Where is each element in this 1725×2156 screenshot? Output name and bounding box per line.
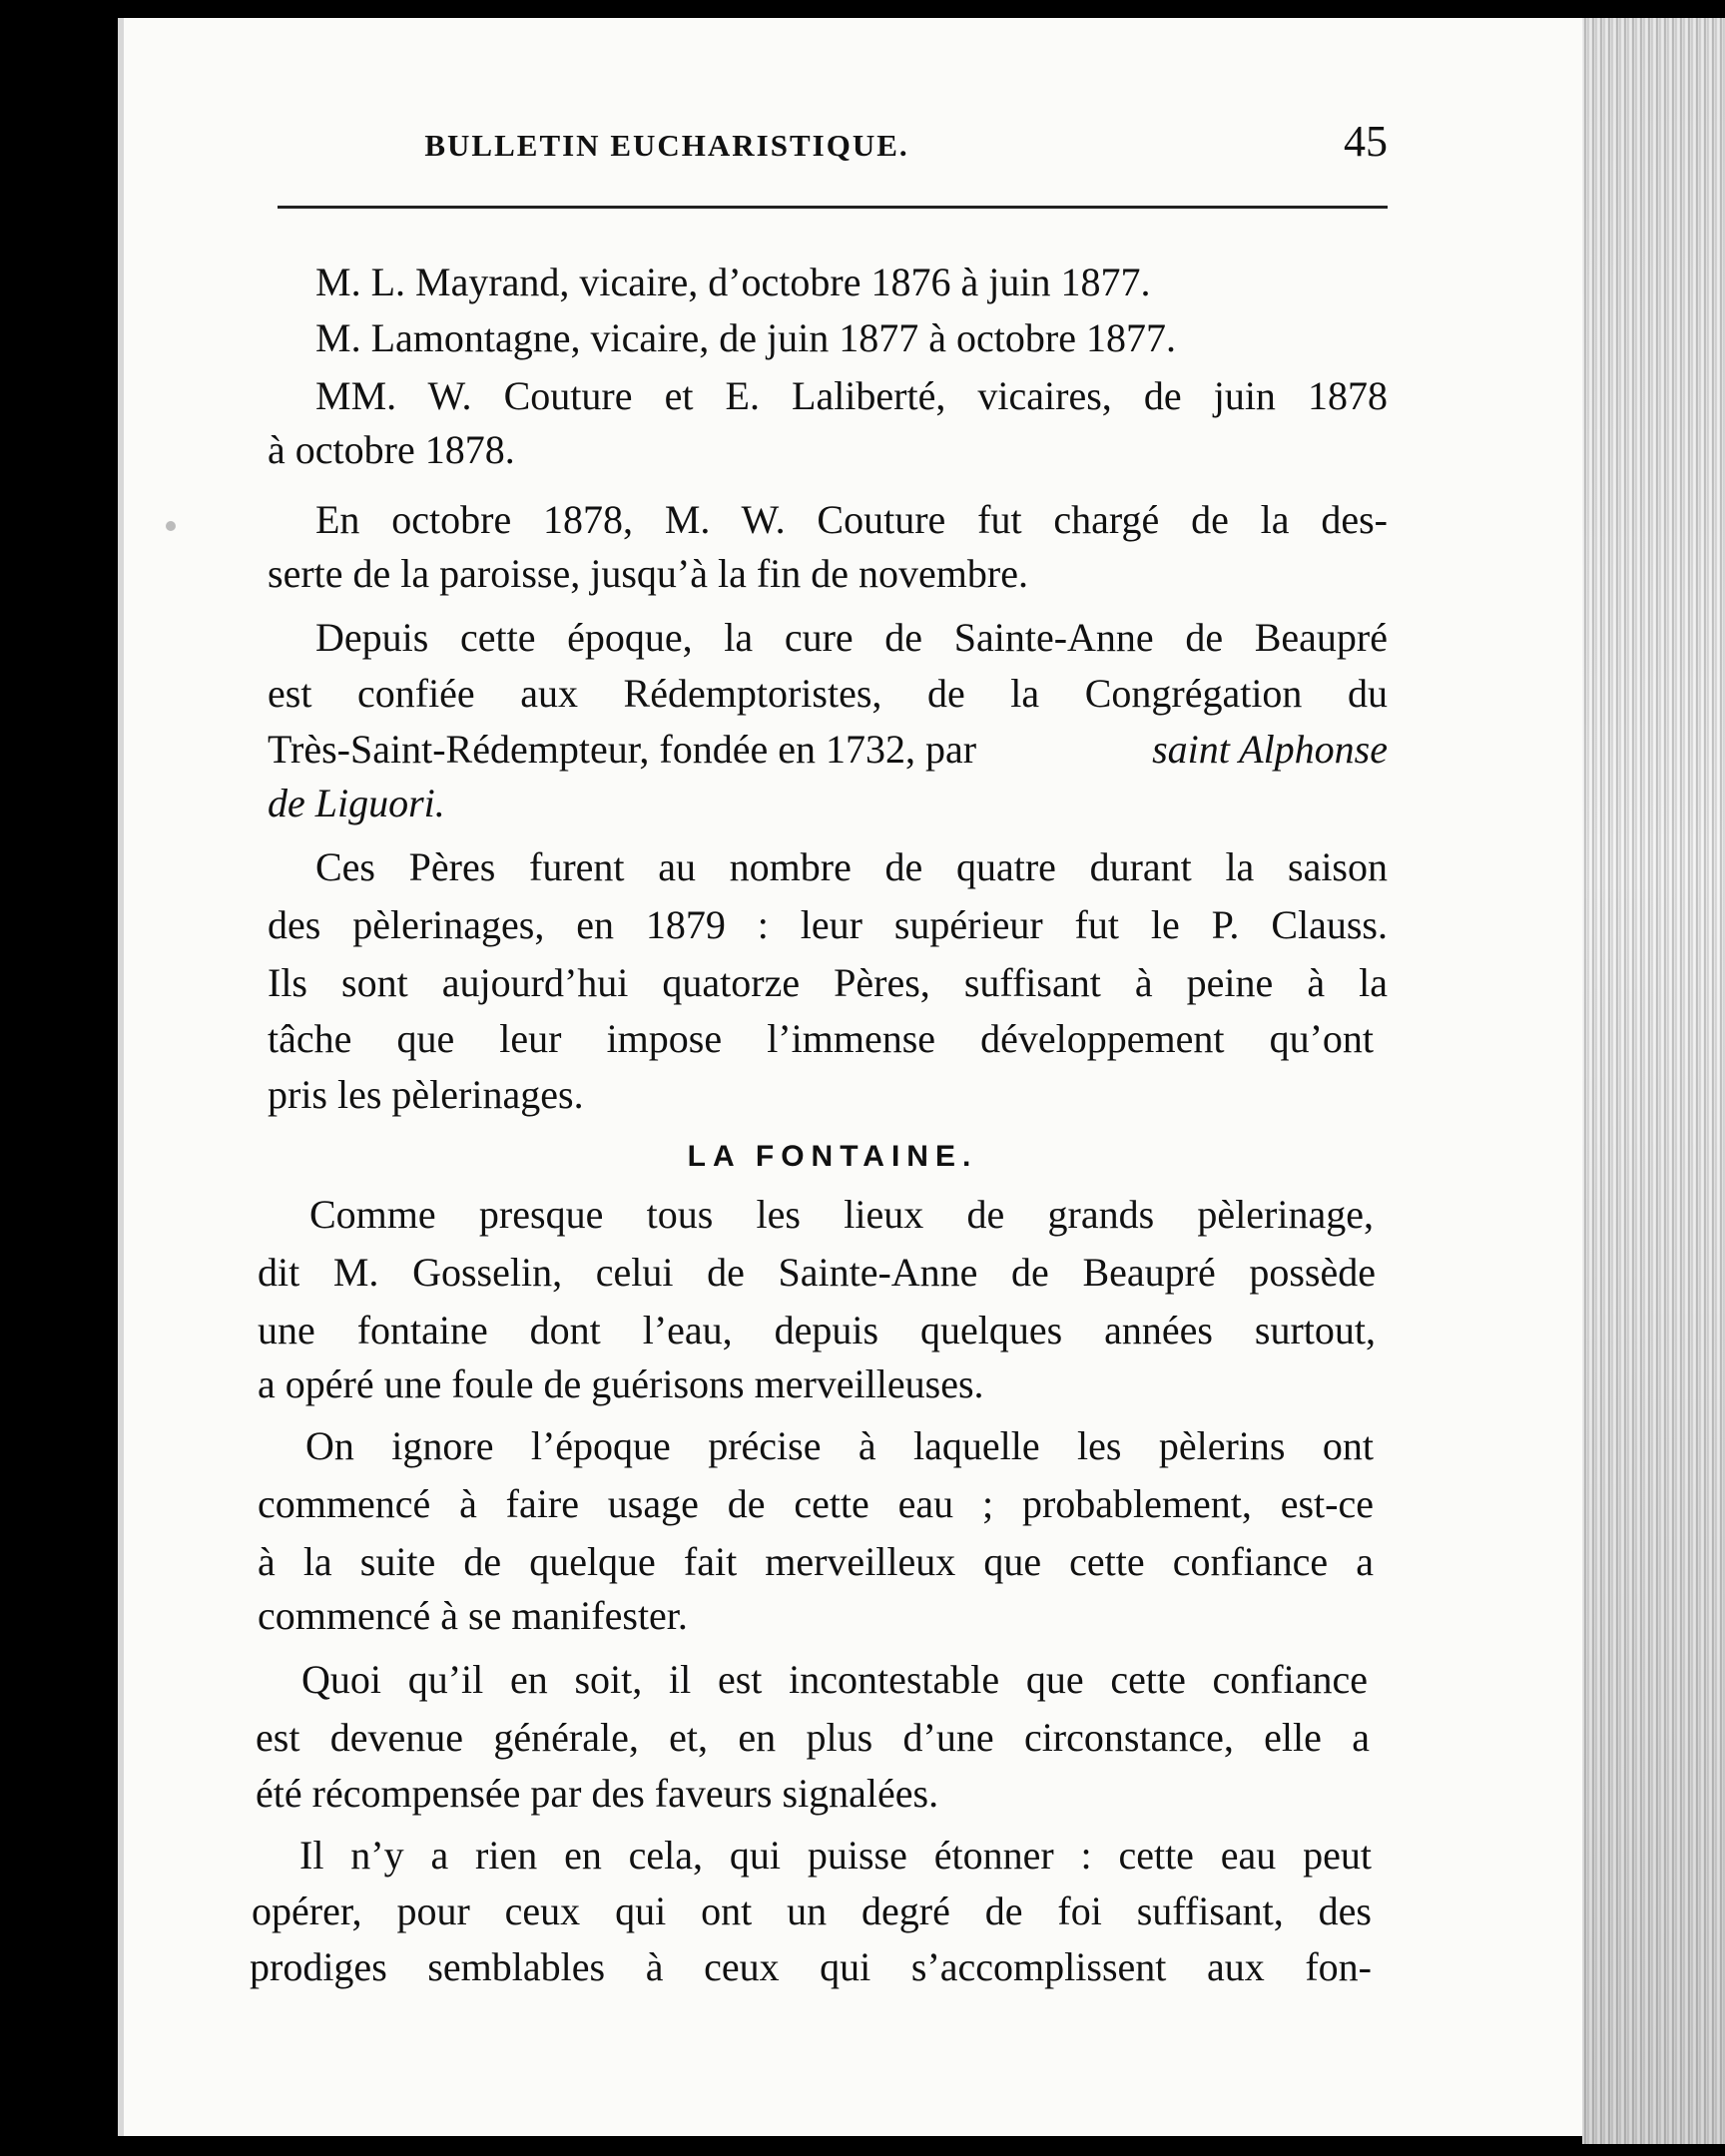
text-line: serte de la paroisse, jusqu’à la fin de novembre. xyxy=(268,551,1028,596)
text-line: MM. W. Couture et E. Laliberté, vicaires, de juin 1878 xyxy=(315,373,1388,418)
text-line: M. Lamontagne, vicaire, de juin 1877 à octobre 1877. xyxy=(315,315,1176,360)
text-line: Ces Pères furent au nombre de quatre durant la saison xyxy=(315,844,1388,889)
text-line: Il n’y a rien en cela, qui puisse étonner : cette eau peut xyxy=(299,1833,1372,1878)
text-line: Ils sont aujourd’hui quatorze Pères, suffisant à peine à la xyxy=(268,960,1388,1005)
text-line: à octobre 1878. xyxy=(268,427,515,472)
text-line: a opéré une foule de guérisons merveilleuses. xyxy=(258,1361,984,1406)
text-line: opérer, pour ceux qui ont un degré de foi suffisant, des xyxy=(252,1888,1372,1933)
text-line: à la suite de quelque fait merveilleux que cette confiance a xyxy=(258,1539,1374,1584)
section-heading: LA FONTAINE. xyxy=(687,1140,978,1173)
text-line: une fontaine dont l’eau, depuis quelques années surtout, xyxy=(258,1308,1376,1352)
text-line: dit M. Gosselin, celui de Sainte-Anne de Beaupré possède xyxy=(258,1250,1376,1295)
text-line: pris les pèlerinages. xyxy=(268,1072,584,1117)
text-line: commencé à se manifester. xyxy=(258,1593,688,1638)
text-line: M. L. Mayrand, vicaire, d’octobre 1876 à juin 1877. xyxy=(315,260,1151,304)
text-line: des pèlerinages, en 1879 : leur supérieur fut le P. Clauss. xyxy=(268,902,1388,947)
text-line: tâche que leur impose l’immense développement qu’ont xyxy=(268,1016,1374,1061)
header-rule xyxy=(278,206,1388,209)
italic-name: de Liguori. xyxy=(268,781,445,825)
running-head: BULLETIN EUCHARISTIQUE. xyxy=(424,128,909,163)
page-number: 45 xyxy=(1344,117,1388,166)
text-line: On ignore l’époque précise à laquelle les pèlerins ont xyxy=(305,1423,1374,1468)
text-line: été récompensée par des faveurs signalées. xyxy=(256,1771,939,1816)
text-line: commencé à faire usage de cette eau ; probablement, est-ce xyxy=(258,1481,1374,1526)
italic-name: saint Alphonse xyxy=(1152,727,1388,772)
text-line: prodiges semblables à ceux qui s’accomplissent aux fon- xyxy=(250,1944,1372,1989)
page-left-edge xyxy=(118,18,124,2136)
text-line: Quoi qu’il en soit, il est incontestable que cette confiance xyxy=(301,1657,1368,1702)
paper-speck xyxy=(166,521,176,531)
book-edge-shadow xyxy=(1582,18,1725,2144)
text-line: Depuis cette époque, la cure de Sainte-Anne de Beaupré xyxy=(315,615,1388,660)
text-line: Très-Saint-Rédempteur, fondée en 1732, par xyxy=(268,727,977,772)
text-line: En octobre 1878, M. W. Couture fut chargé de la des- xyxy=(315,497,1388,542)
text-line: Comme presque tous les lieux de grands pèlerinage, xyxy=(309,1192,1374,1237)
text-line: est confiée aux Rédemptoristes, de la Congrégation du xyxy=(268,671,1388,716)
text-line: est devenue générale, et, en plus d’une circonstance, elle a xyxy=(256,1715,1370,1760)
